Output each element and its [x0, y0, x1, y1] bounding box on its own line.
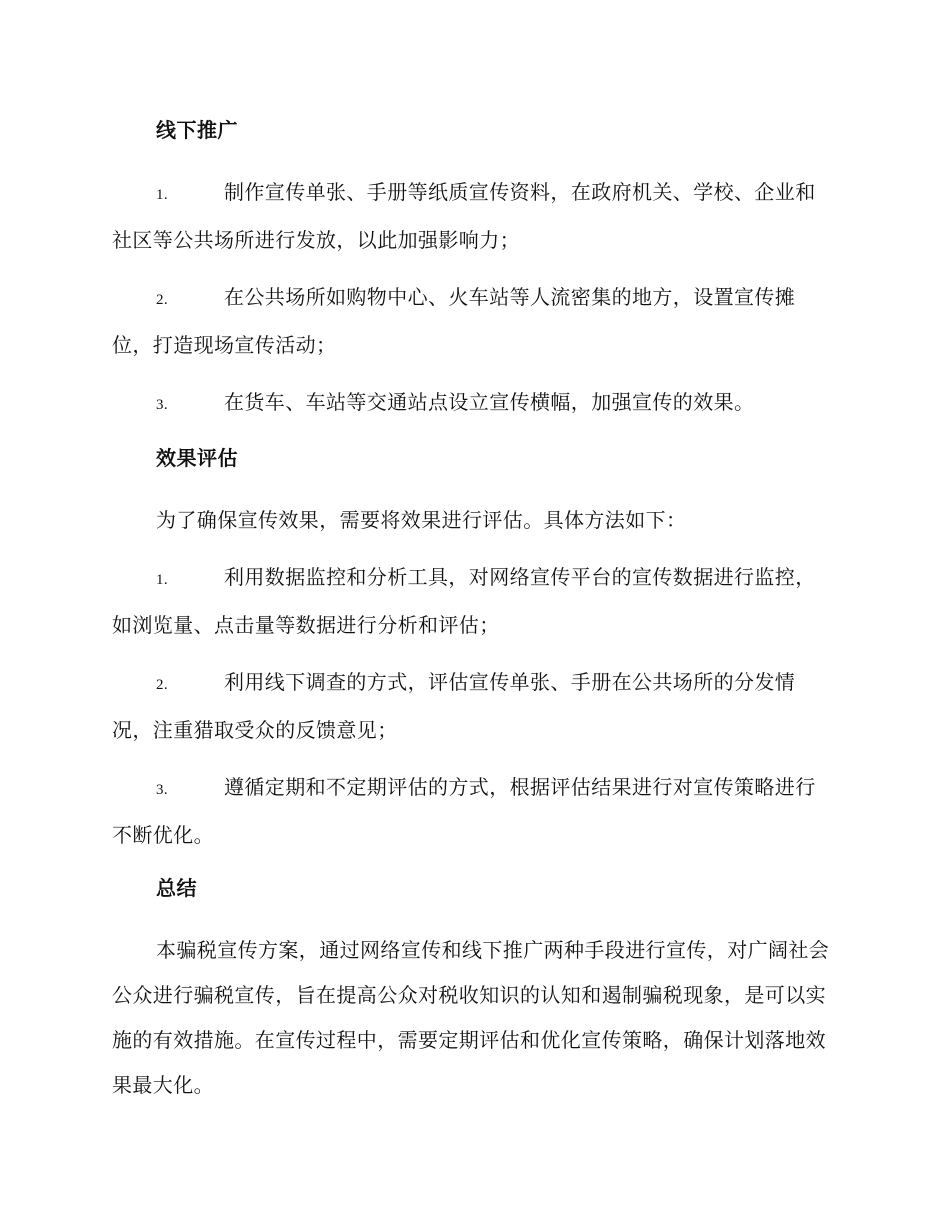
section-heading-evaluation: 效果评估 — [156, 446, 238, 470]
list-number: 3. — [156, 782, 169, 798]
list-number: 2. — [156, 292, 169, 308]
list-text: 制作宣传单张、手册等纸质宣传资料，在政府机关、学校、企业和社区等公共场所进行发放，以此加强影响力； — [112, 180, 816, 252]
list-text: 利用线下调查的方式，评估宣传单张、手册在公共场所的分发情况，注重猎取受众的反馈意见； — [112, 670, 796, 742]
offline-list-item-1 — [112, 170, 834, 263]
list-number: 1. — [156, 572, 169, 588]
offline-list-item-2 — [112, 275, 834, 368]
list-text: 在公共场所如购物中心、火车站等人流密集的地方，设置宣传摊位，打造现场宣传活动； — [112, 285, 796, 357]
list-number: 2. — [156, 677, 169, 693]
offline-list-item-3 — [112, 380, 834, 428]
summary-body: 本骗税宣传方案，通过网络宣传和线下推广两种手段进行宣传，对广阔社会公众进行骗税宣传，旨在提高公众对税收知识的认知和遏制骗税现象，是可以实施的有效措施。在宣传过程中，需要定期评估和优化宣传策略，确保计划落地效果最大化。 — [112, 938, 830, 1097]
list-number: 3. — [156, 397, 169, 413]
list-text: 在货车、车站等交通站点设立宣传横幅，加强宣传的效果。 — [224, 390, 755, 414]
list-text: 利用数据监控和分析工具，对网络宣传平台的宣传数据进行监控，如浏览量、点击量等数据进行分析和评估； — [112, 565, 816, 637]
section-heading-offline: 线下推广 — [156, 118, 238, 142]
evaluation-list-item-2 — [112, 660, 834, 753]
document-page — [112, 112, 834, 1120]
evaluation-list-item-3 — [112, 765, 834, 858]
list-number: 1. — [156, 187, 169, 203]
list-text: 遵循定期和不定期评估的方式，根据评估结果进行对宣传策略进行不断优化。 — [112, 775, 816, 847]
evaluation-intro: 为了确保宣传效果，需要将效果进行评估。具体方法如下： — [156, 508, 687, 532]
evaluation-list-item-1 — [112, 555, 834, 648]
section-heading-summary: 总结 — [156, 876, 197, 900]
